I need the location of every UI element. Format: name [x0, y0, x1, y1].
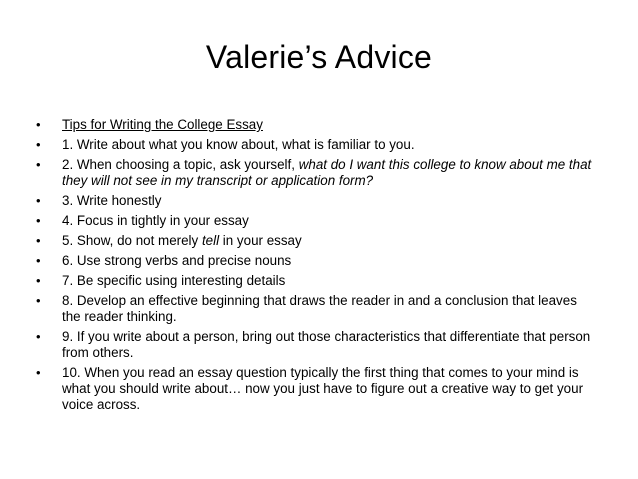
bullet-icon: • — [36, 213, 41, 228]
list-item — [36, 193, 596, 209]
bullet-icon: • — [36, 293, 41, 308]
list-item — [36, 329, 596, 361]
list-item — [36, 253, 596, 269]
bullet-list — [36, 117, 596, 417]
slide-title: Valerie’s Advice — [205, 39, 433, 75]
list-item-text: Tips for Writing the College Essay — [62, 117, 263, 132]
list-item-tail-text: in your essay — [219, 233, 302, 248]
bullet-icon: • — [36, 233, 41, 248]
list-item — [36, 365, 596, 413]
list-item-text: 10. When you read an essay question typically the first thing that comes to your mind is what you should write about… now you just have to figure out a creative way to get your voice across. — [62, 365, 584, 412]
bullet-icon: • — [36, 157, 41, 172]
list-item-text: 5. Show, do not merely — [62, 233, 202, 248]
list-item-text: 9. If you write about a person, bring out those characteristics that differentiate that person from others. — [62, 329, 591, 360]
bullet-icon: • — [36, 329, 41, 344]
list-item — [36, 117, 596, 133]
bullet-icon: • — [36, 253, 41, 268]
list-item-text: 4. Focus in tightly in your essay — [62, 213, 249, 228]
bullet-icon: • — [36, 365, 41, 380]
list-item — [36, 293, 596, 325]
list-item — [36, 157, 596, 189]
list-item-text: 3. Write honestly — [62, 193, 162, 208]
bullet-icon: • — [36, 273, 41, 288]
list-item-text: 6. Use strong verbs and precise nouns — [62, 253, 292, 268]
bullet-icon: • — [36, 117, 41, 132]
bullet-icon: • — [36, 137, 41, 152]
list-item — [36, 233, 596, 249]
list-item-text: 7. Be specific using interesting details — [62, 273, 286, 288]
list-item — [36, 213, 596, 229]
list-item — [36, 137, 596, 153]
list-item-italic-text: tell — [201, 233, 220, 248]
list-item-italic-text: what do I want this college to know about me that they will not see in my transcript or application form? — [62, 157, 592, 188]
list-item-text: 8. Develop an effective beginning that draws the reader in and a conclusion that leaves the reader thinking. — [62, 293, 577, 324]
list-item-text: 1. Write about what you know about, what is familiar to you. — [62, 137, 415, 152]
bullet-icon: • — [36, 193, 41, 208]
list-item — [36, 273, 596, 289]
list-item-text: 2. When choosing a topic, ask yourself, — [62, 157, 299, 172]
